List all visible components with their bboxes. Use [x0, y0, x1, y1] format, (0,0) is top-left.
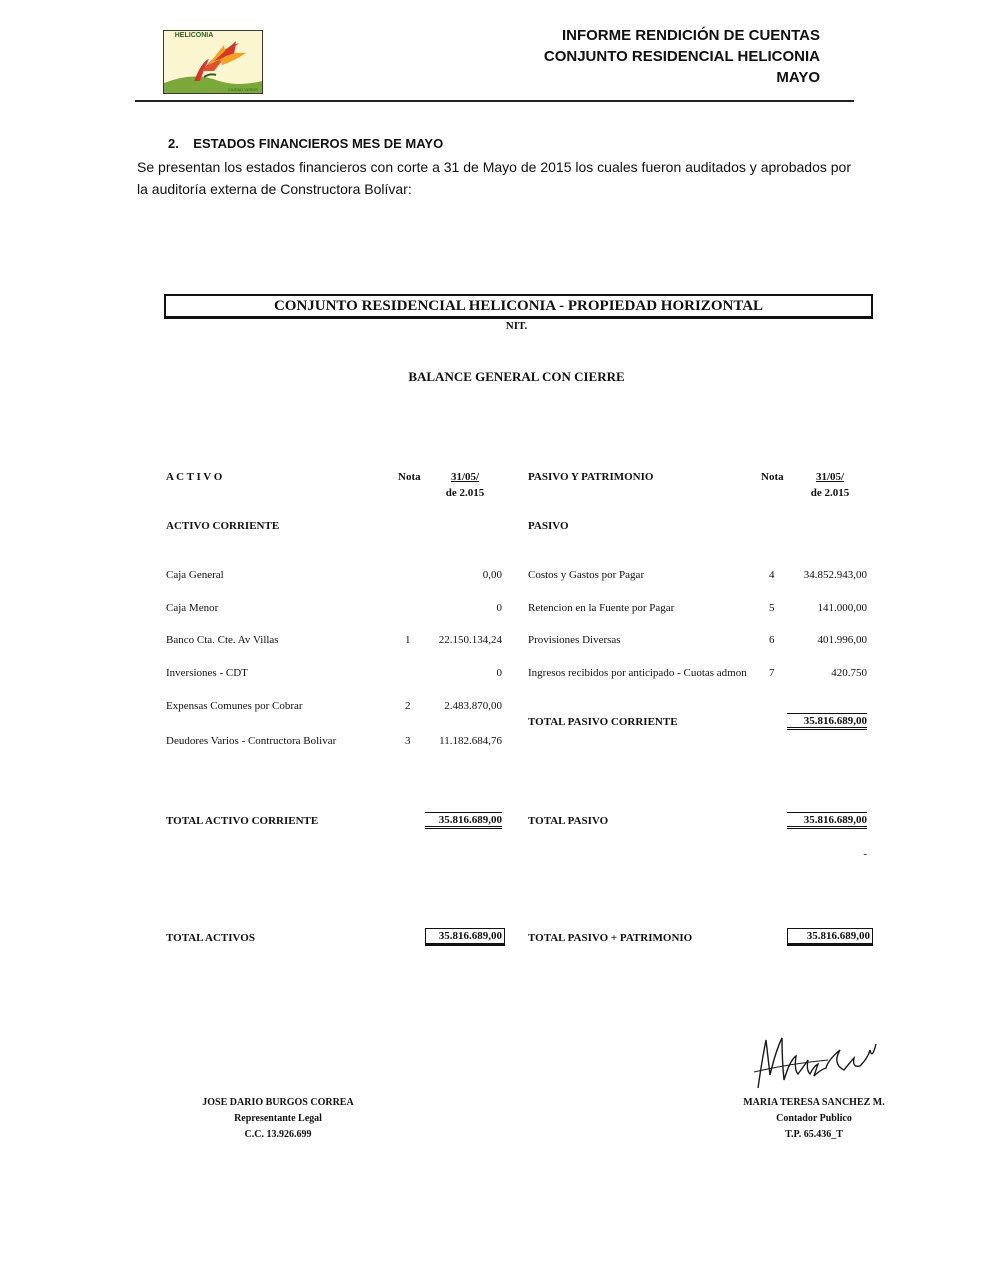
handwritten-signature [748, 1030, 888, 1092]
statement-nit: NIT. [505, 320, 528, 332]
total-activos-label: TOTAL ACTIVOS [166, 932, 255, 944]
signer-id: T.P. 65.436_T [785, 1129, 843, 1140]
statement-title: CONJUNTO RESIDENCIAL HELICONIA - PROPIEDAD HORIZONTAL [164, 294, 873, 319]
logo-tagline: CIUDAD VERDE [227, 87, 258, 92]
signer-role: Contador Publico [776, 1113, 852, 1124]
signer-id: C.C. 13.926.699 [244, 1129, 312, 1140]
table-row-label: Inversiones - CDT [166, 667, 248, 679]
table-row-label: Caja General [166, 569, 224, 581]
table-row-nota: 4 [769, 569, 775, 581]
activo-heading: A C T I V O [166, 471, 223, 483]
table-row-label: Deudores Varios - Contructora Bolivar [166, 735, 337, 747]
section-title: 2. ESTADOS FINANCIEROS MES DE MAYO [168, 136, 444, 151]
table-row-label: Banco Cta. Cte. Av Villas [166, 634, 279, 646]
table-row-nota: 3 [405, 735, 411, 747]
table-row-label: Costos y Gastos por Pagar [528, 569, 645, 581]
total-pasivo-corriente-value: 35.816.689,00 [787, 713, 867, 730]
table-row-label: Provisiones Diversas [528, 634, 621, 646]
activo-date-header: 31/05/ [450, 471, 480, 483]
table-row-nota: 1 [405, 634, 411, 646]
activo-corriente-heading: ACTIVO CORRIENTE [166, 520, 280, 532]
activo-nota-header: Nota [398, 471, 421, 483]
table-row-label: Expensas Comunes por Cobrar [166, 700, 303, 712]
total-pasivo-corriente-label: TOTAL PASIVO CORRIENTE [528, 716, 678, 728]
total-pasivo-patrimonio-value: 35.816.689,00 [787, 928, 873, 946]
table-row-value: 0,00 [482, 569, 502, 581]
report-title: INFORME RENDICIÓN DE CUENTAS [561, 27, 820, 44]
table-row-label: Retencion en la Fuente por Pagar [528, 602, 675, 614]
table-row-value: 2.483.870,00 [444, 700, 502, 712]
total-pasivo-value: 35.816.689,00 [787, 812, 867, 829]
total-pasivo-patrimonio-label: TOTAL PASIVO + PATRIMONIO [528, 932, 693, 944]
pasivo-date-year: de 2.015 [810, 487, 850, 499]
signer-role: Representante Legal [234, 1113, 322, 1124]
logo-name: HELICONIA [174, 32, 214, 39]
total-activo-corriente-value: 35.816.689,00 [425, 812, 502, 829]
signature-left [178, 1095, 378, 1143]
total-pasivo-label: TOTAL PASIVO [528, 815, 609, 827]
pasivo-heading: PASIVO Y PATRIMONIO [528, 471, 654, 483]
total-activos-value: 35.816.689,00 [425, 928, 505, 946]
table-row-value: 141.000,00 [817, 602, 867, 614]
table-row-nota: 7 [769, 667, 775, 679]
pasivo-heading-section: PASIVO [528, 520, 569, 532]
table-row-value: 34.852.943,00 [803, 569, 867, 581]
table-row-value: 0 [496, 602, 502, 614]
table-row-nota: 5 [769, 602, 775, 614]
table-row-value: 401.996,00 [817, 634, 867, 646]
table-row-label: Ingresos recibidos por anticipado - Cuotas admon [528, 667, 747, 679]
dash-mark: - [863, 848, 867, 860]
signature-right [724, 1095, 904, 1143]
table-row-value: 420.750 [831, 667, 867, 679]
table-row-value: 11.182.684,76 [439, 735, 502, 747]
table-row-nota: 6 [769, 634, 775, 646]
logo [163, 30, 263, 94]
table-row-label: Caja Menor [166, 602, 219, 614]
table-row-value: 22.150.134,24 [438, 634, 502, 646]
pasivo-nota-header: Nota [761, 471, 784, 483]
header-divider [135, 100, 854, 102]
heliconia-flower-icon [164, 31, 262, 93]
report-month: MAYO [776, 69, 820, 86]
total-activo-corriente-label: TOTAL ACTIVO CORRIENTE [166, 815, 319, 827]
statement-subtitle: BALANCE GENERAL CON CIERRE [408, 369, 625, 384]
table-row-nota: 2 [405, 700, 411, 712]
signer-name: JOSE DARIO BURGOS CORREA [202, 1097, 354, 1108]
table-row-value: 0 [496, 667, 502, 679]
intro-paragraph: Se presentan los estados financieros con corte a 31 de Mayo de 2015 los cuales fueron auditados y aprobados por la auditoría externa de Constructora Bolívar: [137, 159, 851, 197]
signer-name: MARIA TERESA SANCHEZ M. [743, 1097, 885, 1108]
pasivo-date-header: 31/05/ [815, 471, 845, 483]
activo-date-year: de 2.015 [445, 487, 485, 499]
report-subtitle: CONJUNTO RESIDENCIAL HELICONIA [543, 48, 820, 65]
